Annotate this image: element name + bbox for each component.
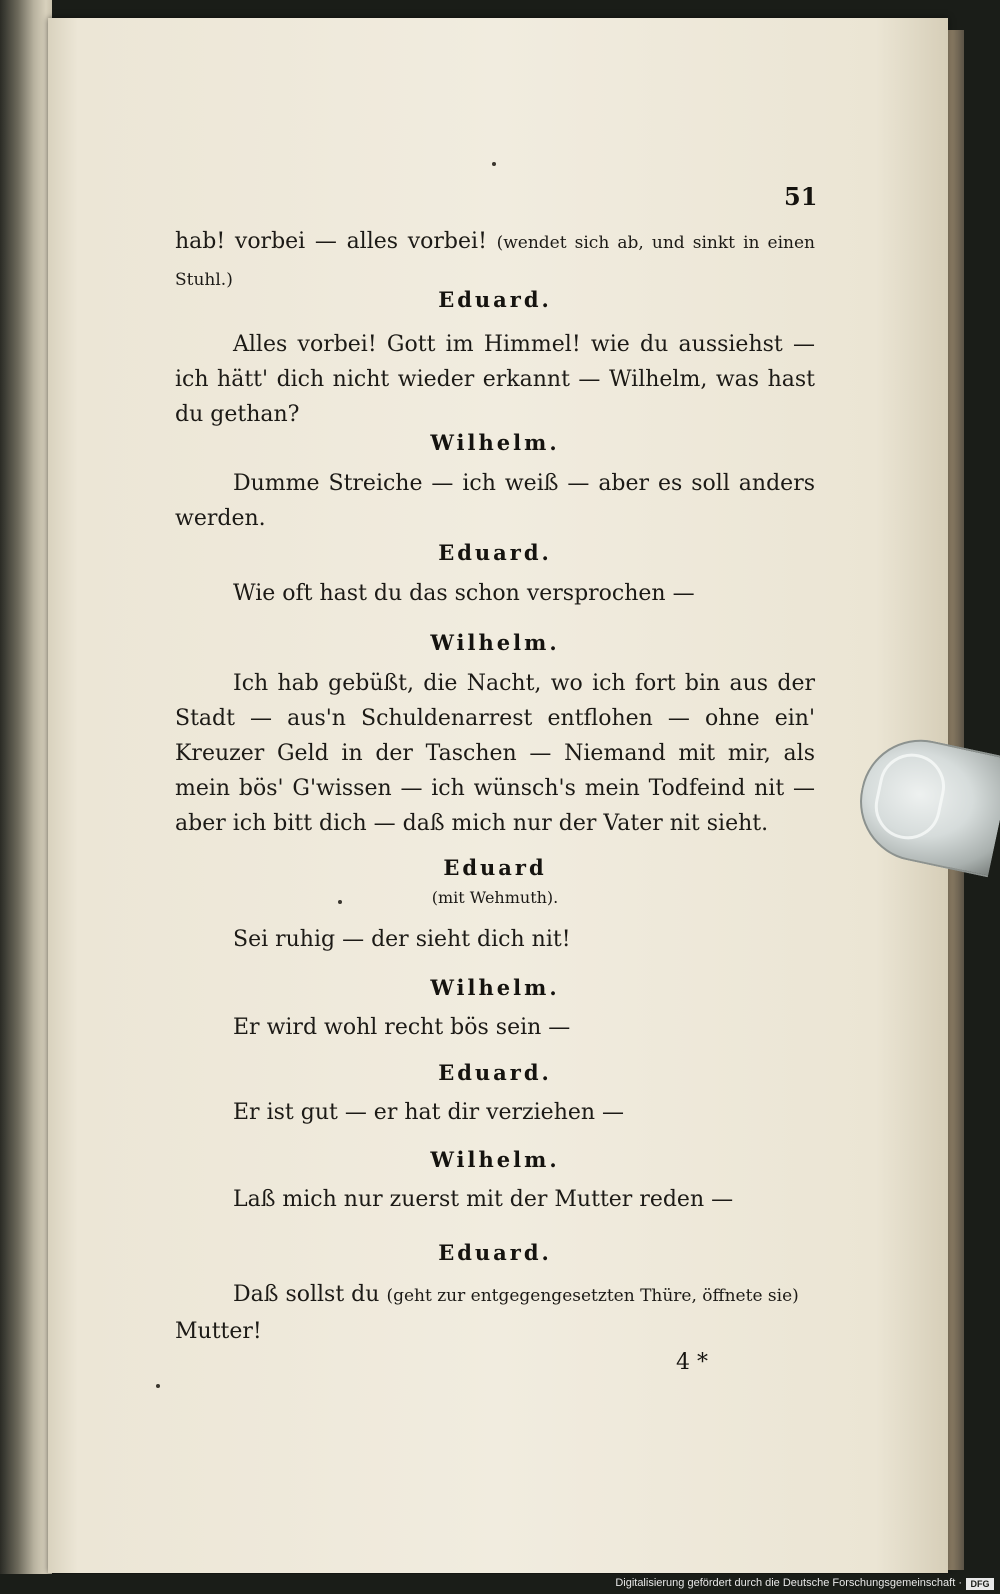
spoken-text: Daß sollst du bbox=[233, 1282, 380, 1307]
speck bbox=[156, 1384, 160, 1388]
speaker-heading: Wilhelm. bbox=[430, 1147, 560, 1172]
page-number: 51 bbox=[784, 182, 818, 211]
speaker-heading: Eduard. bbox=[438, 287, 552, 312]
stage-direction: (geht zur entgegengesetzten Thüre, öffnete sie) bbox=[386, 1286, 799, 1306]
dialogue-line: Dumme Streiche — ich weiß — aber es soll anders werden. bbox=[175, 471, 815, 531]
speaker-heading: Eduard. bbox=[438, 1060, 552, 1085]
book-gutter bbox=[0, 0, 52, 1594]
dialogue-line: Sei ruhig — der sieht dich nit! bbox=[233, 927, 571, 952]
dialogue-line: Er wird wohl recht bös sein — bbox=[233, 1015, 571, 1040]
spoken-text: Mutter! bbox=[175, 1319, 262, 1344]
stage-direction: (mit Wehmuth). bbox=[431, 888, 559, 907]
funding-credit: Digitalisierung gefördert durch die Deutsche Forschungsgemeinschaft · bbox=[615, 1577, 962, 1589]
stage-direction: (wendet sich ab, und sinkt in einen Stuhl.) bbox=[175, 233, 815, 290]
dialogue-line: Alles vorbei! Gott im Himmel! wie du aussiehst — ich hätt' dich nicht wieder erkannt — Wilhelm, was hast du gethan? bbox=[175, 332, 815, 427]
speaker-heading: Wilhelm. bbox=[430, 975, 560, 1000]
dialogue-line: Ich hab gebüßt, die Nacht, wo ich fort bin aus der Stadt — aus'n Schuldenarrest entflohen — ohne ein' Kreuzer Geld in der Taschen — Niemand mit mir, als mein bös' G'wissen — ich wünsch's mein Todfeind nit — aber ich bitt dich — daß mich nur der Vater nit sieht. bbox=[175, 671, 815, 836]
dialogue-line: Laß mich nur zuerst mit der Mutter reden — bbox=[233, 1187, 734, 1212]
dialogue-line: Wie oft hast du das schon versprochen — bbox=[233, 581, 695, 606]
speaker-heading: Eduard bbox=[443, 855, 547, 880]
speaker-heading: Wilhelm. bbox=[430, 430, 560, 455]
dfg-logo: DFG bbox=[966, 1578, 994, 1590]
thumb-guard-highlight bbox=[869, 748, 951, 846]
signature-mark: 4 * bbox=[676, 1350, 708, 1375]
speaker-heading: Eduard. bbox=[438, 540, 552, 565]
dialogue-line: Er ist gut — er hat dir verziehen — bbox=[233, 1100, 625, 1125]
speck bbox=[492, 162, 496, 166]
spoken-text: hab! vorbei — alles vorbei! bbox=[175, 229, 487, 254]
speaker-heading: Eduard. bbox=[438, 1240, 552, 1265]
dialogue-line bbox=[175, 1277, 815, 1349]
speaker-heading: Wilhelm. bbox=[430, 630, 560, 655]
